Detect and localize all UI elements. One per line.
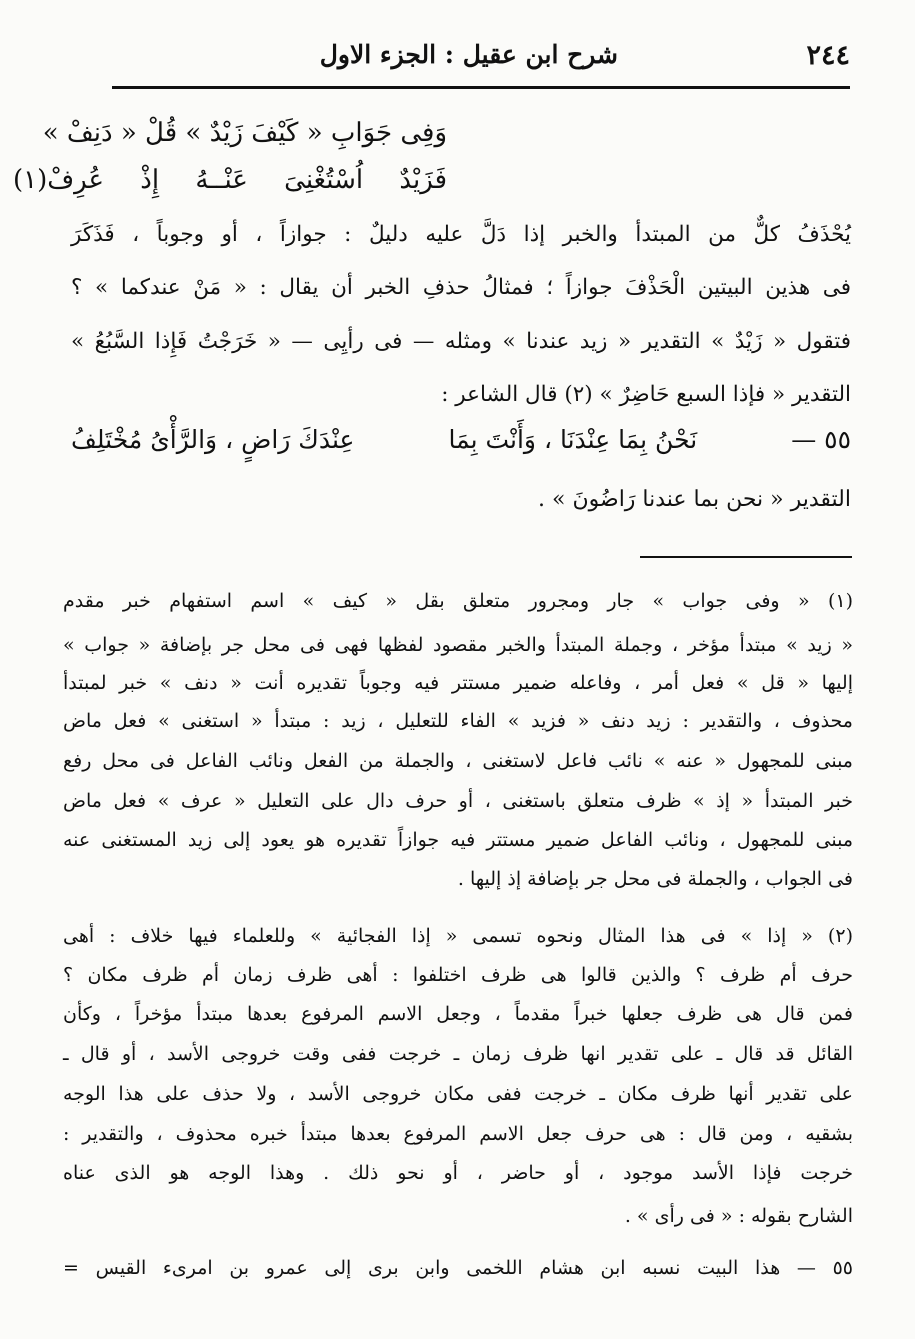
verse-line-2: فَزَيْدٌ اُسْتُغْنِىَ عَنْــهُ إِذْ عُرِفْ(١) — [12, 165, 447, 195]
footnote-line: خبر المبتدأ « إذ » ظرف متعلق باستغنى ، أو حرف دال على التعليل « عرف » فعل ماض — [63, 790, 853, 812]
body-line-3: فتقول « زَيْدٌ » التقدير « زيد عندنا » ومثله — فى رأيِى — « خَرَجْتُ فَإِذا السَّبُعُ » — [71, 329, 851, 354]
poem-verse — [71, 425, 851, 454]
verse-line-1: وَفِى جَوَابِ « كَيْفَ زَيْدٌ » قُلْ « دَنِفْ » — [42, 118, 447, 148]
footnote-line: (٢) « إذا » فى هذا المثال ونحوه تسمى « إذا الفجائية » وللعلماء فيها خلاف : أهى — [63, 925, 853, 947]
footnote-line: ٥٥ — هذا البيت نسبه ابن هشام اللخمى وابن برى إلى عمرو بن امرىء القيس = — [63, 1257, 853, 1279]
poem-hemistich-1: نَحْنُ بِمَا عِنْدَنَا ، وَأَنْتَ بِمَا — [448, 425, 698, 454]
body-line-4: التقدير « فإذا السبع حَاضِرٌ » (٢) قال الشاعر : — [441, 382, 851, 407]
footnote-line: محذوف ، والتقدير : زيد دنف « فزيد » الفاء للتعليل ، زيد : مبتدأ « استغنى » فعل ماض — [63, 710, 853, 732]
footnote-line: الشارح بقوله : « فى رأى » . — [624, 1205, 853, 1227]
footnote-line: « زيد » مبتدأ مؤخر ، وجملة المبتدأ والخبر مقصود لفظها فهى فى محل جر بإضافة « جواب » — [63, 634, 853, 656]
footnote-line: فمن قال هى ظرف جعلها خبراً مقدماً ، وجعل الاسم المرفوع بعدها مبتدأ مؤخراً ، وكأن — [63, 1003, 853, 1025]
header-rule — [112, 86, 850, 89]
page-number: ٢٤٤ — [806, 40, 850, 71]
footnote-line: (١) « وفى جواب » جار ومجرور متعلق بقل « كيف » اسم استفهام خبر مقدم — [63, 590, 853, 612]
footnote-line: مبنى للمجهول « عنه » نائب فاعل لاستغنى ، والجملة من الفعل ونائب الفاعل فى محل رفع — [63, 750, 853, 772]
footnote-line: القائل قد قال ـ على تقدير انها ظرف زمان ـ خرجت ففى وقت خروجى الأسد ، أو قال ـ — [63, 1043, 853, 1065]
poem-number: ٥٥ — — [791, 425, 851, 454]
body-line-6: التقدير « نحن بما عندنا رَاضُونَ » . — [538, 487, 851, 512]
footnote-line: مبنى للمجهول ، ونائب الفاعل ضمير مستتر فيه جوازاً تقديره هو يعود إلى زيد المستغنى عنه — [63, 829, 853, 851]
running-title: شرح ابن عقيل : الجزء الاول — [319, 40, 618, 69]
poem-hemistich-2: عِنْدَكَ رَاضٍ ، وَالرَّأْىُ مُخْتَلِفُ — [71, 425, 355, 454]
body-line-2: فى هذين البيتين الْحَذْفَ جوازاً ؛ فمثالُ حذفِ الخبر أن يقال : « مَنْ عندكما » ؟ — [71, 275, 851, 300]
footnote-line: حرف أم ظرف ؟ والذين قالوا هى ظرف اختلفوا : أهى ظرف زمان أم ظرف مكان ؟ — [63, 964, 853, 986]
body-line-1: يُحْذَفُ كلٌّ من المبتدأ والخبر إذا دَلَّ عليه دليلٌ : جوازاً ، أو وجوباً ، فَذَكَرَ — [71, 222, 851, 247]
page-header — [110, 38, 850, 86]
footnote-line: فى الجواب ، والجملة فى محل جر بإضافة إذ إليها . — [457, 868, 853, 890]
footnote-line: خرجت فإذا الأسد موجود ، أو حاضر ، أو نحو ذلك . وهذا الوجه هو الذى عناه — [63, 1162, 853, 1184]
footnote-rule — [640, 556, 852, 558]
footnote-line: على تقدير أنها ظرف مكان ـ خرجت ففى مكان خروجى الأسد ، ولا حذف على هذا الوجه — [63, 1083, 853, 1105]
footnote-line: بشقيه ، ومن قال : هى حرف جعل الاسم المرفوع بعدها مبتدأ خبره محذوف ، والتقدير : — [63, 1123, 853, 1145]
footnote-line: إليها « قل » فعل أمر ، وفاعله ضمير مستتر فيه وجوباً تقديره أنت « دنف » خبر لمبتدأ — [63, 672, 853, 694]
